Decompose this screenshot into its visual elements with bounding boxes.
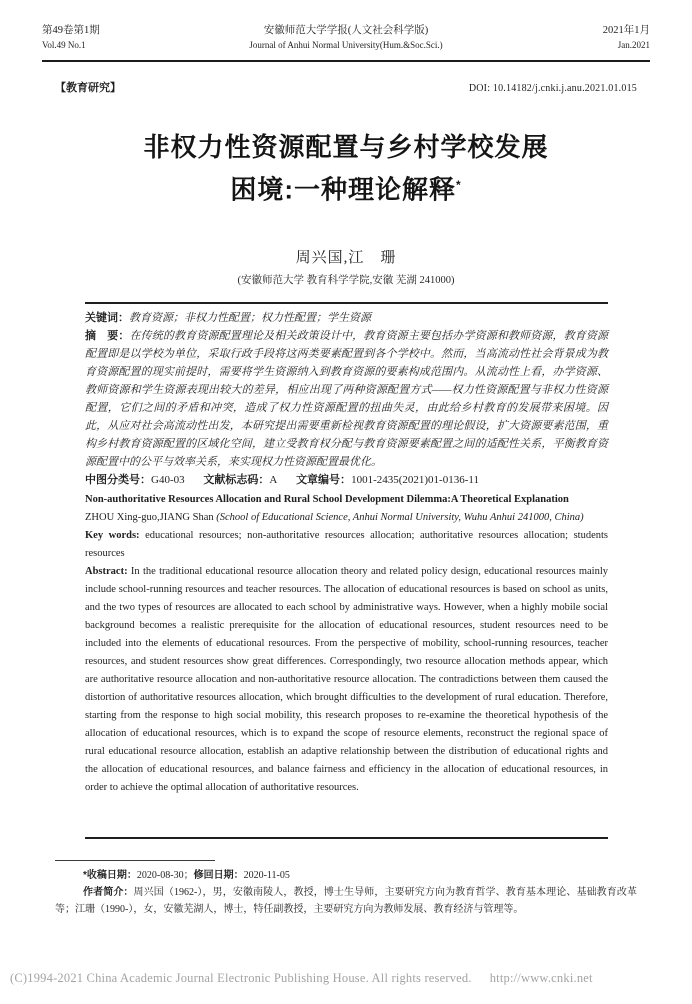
abstract-block xyxy=(85,309,608,797)
clc-value: G40-03 xyxy=(151,474,185,486)
article-title-line2: 困境:一种理论解释 xyxy=(230,174,456,205)
abstract-block-bottom-rule xyxy=(85,837,608,839)
affiliation-en: (School of Educational Science, Anhui Normal University, Wuhu Anhui 241000, China) xyxy=(216,512,584,523)
keywords-cn-line xyxy=(85,309,608,327)
keywords-en-text: educational resources; non-authoritative resources allocation; authoritative resources allocation; students resources xyxy=(85,530,608,559)
received-date-value: 2020-08-30； xyxy=(136,870,194,881)
issue-date-en: Jan.2021 xyxy=(617,40,650,50)
abstract-en-paragraph xyxy=(85,563,608,797)
title-footnote-mark: * xyxy=(456,178,462,192)
journal-title-en: Journal of Anhui Normal University(Hum.&Soc.Sci.) xyxy=(249,40,443,50)
journal-masthead xyxy=(42,23,650,53)
article-id-group xyxy=(296,474,479,486)
article-title-cn xyxy=(0,128,692,209)
column-label: 【教育研究】 xyxy=(55,82,121,94)
doc-code-group xyxy=(203,474,277,486)
clc-label: 中图分类号： xyxy=(85,474,151,486)
abstract-cn-label: 摘 要： xyxy=(85,330,130,342)
abstract-en-text: In the traditional educational resource allocation theory and related policy design, educational resources mainly include school-running resources and teacher resources. The allocation of educational resources is based on school as units, and the two types of resources are allocated to each school by administrative ways. However, when a highly mobile social background becomes a realistic prerequisite for the allocation of educational resources, student resources need to be included into the elements of educational resources. From the perspective of mobility, school-running resources, teacher resources, and student resources show great differences. Correspondingly, two resource allocation methods appear, which are authoritative resource allocation and non-authoritative resource allocation. The contradictions between them caused the distortion of authoritative resources allocation, which brought difficulties to the development of rural education. Therefore, starting from the response to high social mobility, this research proposes to re-examine the theoretical hypothesis of the allocation of educational resources, which is to expand the scope of resource elements, reconstruct the regional space of rural educational resource allocation, establish an adaptive relationship between the distribution of educational rights and the allocation of educational resources, and balance fairness and efficiency in the allocation of educational resources, in order to achieve the optimal allocation of authoritative resources. xyxy=(85,566,608,793)
copyright-text: (C)1994-2021 China Academic Journal Electronic Publishing House. All rights reserved. xyxy=(10,971,472,985)
doc-code-label: 文献标志码： xyxy=(203,474,270,486)
author-bio-line xyxy=(55,884,637,918)
keywords-en-line xyxy=(85,527,608,563)
abstract-block-top-rule xyxy=(85,302,608,304)
authors-cn: 周兴国,江 珊 xyxy=(295,250,397,266)
article-title-line1: 非权力性资源配置与乡村学校发展 xyxy=(143,132,549,162)
article-id-label: 文章编号： xyxy=(296,474,352,486)
journal-title-cn: 安徽师范大学学报(人文社会科学版) xyxy=(263,25,429,36)
revised-date-value: 2020-11-05 xyxy=(243,870,290,881)
revised-date-label: 修回日期： xyxy=(193,870,244,881)
cnki-url: http://www.cnki.net xyxy=(489,971,593,985)
dates-line xyxy=(55,867,637,884)
abstract-cn-paragraph xyxy=(85,327,608,471)
abstract-cn-text: 在传统的教育资源配置理论及相关政策设计中，教育资源主要包括办学资源和教师资源，教育资源配置即是以学校为单位，采取行政手段将这两类要素配置到各个学校中。然而，当高流动性社会背景成为教育资源配置的现实前提时，需要将学生资源纳入到教育资源的要素构成范围内。从流动性上看，办学资源、教师资源和学生资源表现出较大的差异，相应出现了两种资源配置方式——权力性资源配置与非权力性资源配置，它们之间的矛盾和冲突，造成了权力性资源配置的扭曲失灵，由此给乡村教育的发展带来困境。因此，从应对社会高流动性出发，本研究提出需要重新检视教育资源配置的理论假设，扩大资源要素范围，重构乡村教育资源配置的区域化空间，建立受教育权分配与教育资源要素配置之间的适配性关系，平衡教育资源配置中的公平与效率关系，来实现权力性资源配置最优化。 xyxy=(85,330,609,468)
cnki-footer xyxy=(10,971,686,986)
footnote-block xyxy=(55,860,637,918)
received-date-label: *收稿日期： xyxy=(83,870,137,881)
affiliation-cn: (安徽师范大学 教育科学学院,安徽 芜湖 241000) xyxy=(237,275,455,286)
authors-en-line xyxy=(85,509,608,527)
keywords-cn-label: 关键词： xyxy=(85,312,129,324)
article-title-en: Non-authoritative Resources Allocation and Rural School Development Dilemma:A Theoretical Explanation xyxy=(85,494,569,505)
footnote-separator xyxy=(55,860,215,861)
masthead-divider xyxy=(42,60,650,62)
doc-code-value: A xyxy=(269,474,278,486)
keywords-en-label: Key words: xyxy=(85,530,140,541)
issue-date-cn: 2021年1月 xyxy=(602,25,650,36)
keywords-cn-text: 教育资源；非权力性配置；权力性配置；学生资源 xyxy=(129,312,371,324)
article-id-value: 1001-2435(2021)01-0136-11 xyxy=(351,474,479,486)
clc-group xyxy=(85,474,185,486)
journal-title xyxy=(160,23,532,53)
author-bio-text: 周兴国（1962-），男，安徽南陵人，教授，博士生导师，主要研究方向为教育哲学、教育基本理论、基础教育改革等；江珊（1990-），女，安徽芜湖人，博士，特任副教授，主要研究方向为教师发展、教育经济与管理等。 xyxy=(55,887,637,915)
issue-number-cn: 第49卷第1期 xyxy=(42,25,100,36)
authors-en: ZHOU Xing-guo,JIANG Shan xyxy=(85,512,217,523)
column-doi-row xyxy=(55,79,637,95)
issue-number-en: Vol.49 No.1 xyxy=(42,40,86,50)
doi-text: DOI: 10.14182/j.cnki.j.anu.2021.01.015 xyxy=(468,83,637,94)
issue-info xyxy=(42,23,160,53)
issue-date xyxy=(532,23,650,53)
classification-line xyxy=(85,471,608,489)
abstract-en-label: Abstract: xyxy=(85,566,128,577)
author-bio-label: 作者简介： xyxy=(83,887,134,898)
